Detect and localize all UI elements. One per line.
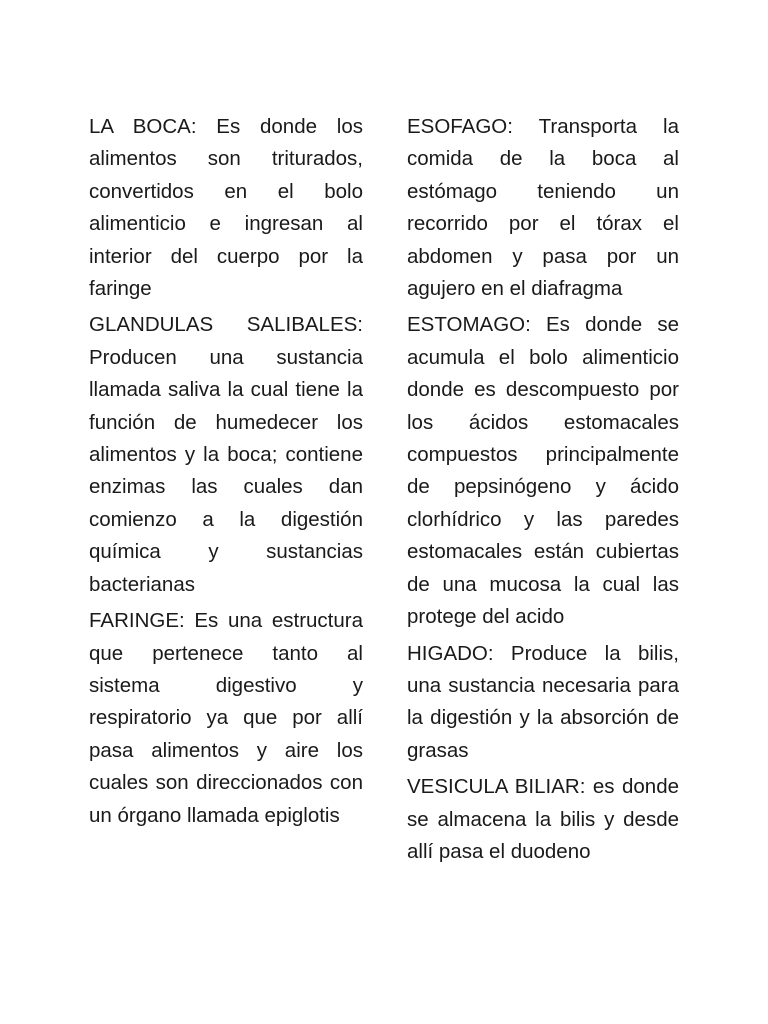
paragraph-faringe: FARINGE: Es una estructura que pertenece tanto al sistema digestivo y respiratorio ya que por allí pasa alimentos y aire los cuales son direccionados con un órgano llamada epiglotis: [89, 609, 363, 827]
paragraph-higado: HIGADO: Produce la bilis, una sustancia necesaria para la digestión y la absorción de grasas: [407, 641, 679, 762]
paragraph-vesicula-biliar: VESICULA BILIAR: es donde se almacena la bilis y desde allí pasa el duodeno: [407, 775, 679, 863]
paragraph-glandulas-salibales: GLANDULAS SALIBALES: Producen una sustancia llamada saliva la cual tiene la función de humedecer los alimentos y la boca; contiene enzimas las cuales dan comienzo a la digestión química y sustancias bacterianas: [89, 313, 363, 596]
paragraph-estomago: ESTOMAGO: Es donde se acumula el bolo alimenticio donde es descompuesto por los ácidos estomacales compuestos principalmente de pepsinógeno y ácido clorhídrico y las paredes estomacales están cubiertas de una mucosa la cual las protege del acido: [407, 313, 679, 629]
paragraph-la-boca: LA BOCA: Es donde los alimentos son triturados, convertidos en el bolo alimenticio e ingresan al interior del cuerpo por la faringe: [89, 115, 363, 301]
right-column: [407, 111, 679, 872]
paragraph-esofago: ESOFAGO: Transporta la comida de la boca al estómago teniendo un recorrido por el tórax el abdomen y pasa por un agujero en el diafragma: [407, 115, 679, 301]
left-column: [89, 111, 363, 836]
